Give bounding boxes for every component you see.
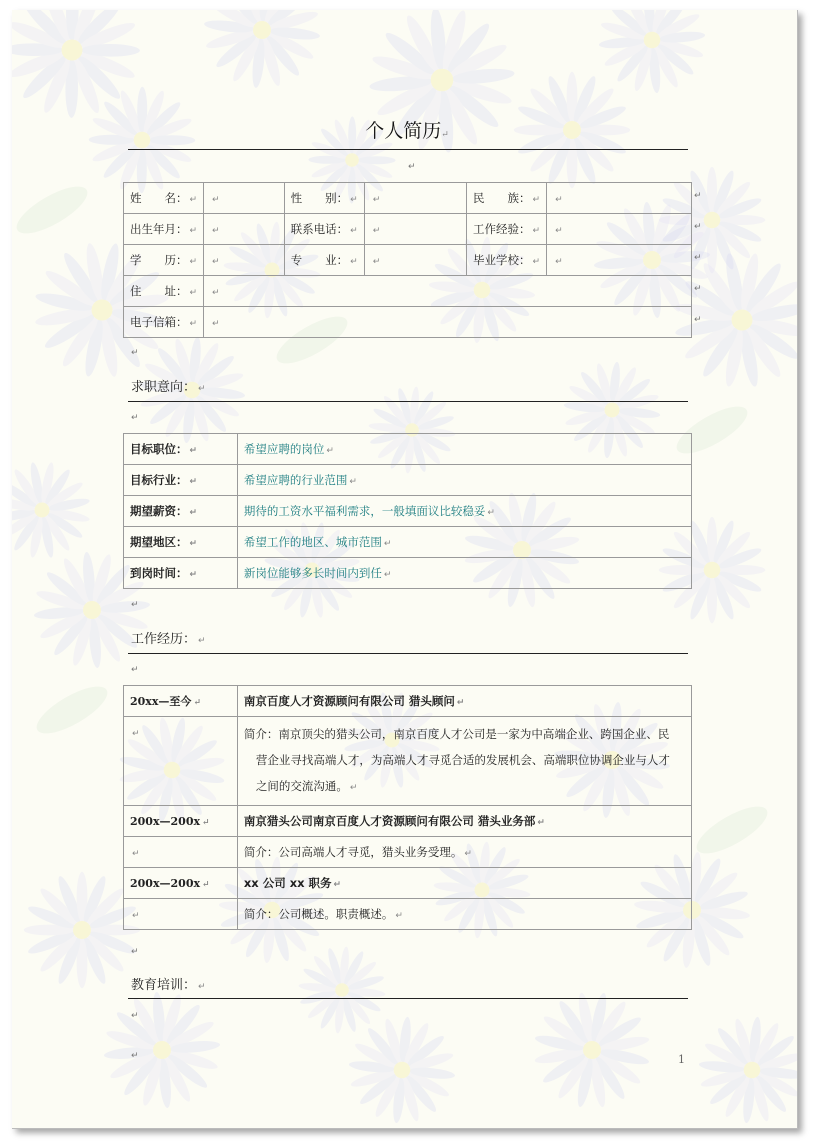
- intent-label-text: 目标职位：: [130, 442, 188, 456]
- cell-text: 姓 名：: [130, 191, 188, 205]
- job-intent-row: [124, 434, 692, 465]
- page-title: 个人简历↵: [365, 120, 449, 142]
- work-desc-empty: [124, 899, 238, 930]
- field-value[interactable]: [547, 214, 692, 245]
- cell-end-mark: ↵: [212, 195, 220, 205]
- cell-end-mark: ↵: [383, 539, 392, 549]
- page-number: 1: [678, 1053, 685, 1066]
- cell-end-mark: ↵: [189, 570, 198, 580]
- cell-end-mark: ↵: [132, 729, 140, 739]
- paragraph-mark: ↵: [131, 1011, 139, 1021]
- work-desc-line: 简介：公司高端人才寻觅，猎头业务受理。 ↵: [243, 845, 472, 859]
- resume-content: [12, 10, 797, 1128]
- cell-end-mark: ↵: [350, 226, 358, 236]
- paragraph-mark: ↵: [131, 413, 139, 423]
- cell-end-mark: ↵: [532, 195, 541, 205]
- cell-text: 出生年月：: [130, 222, 188, 236]
- cell-end-mark: ↵: [464, 849, 472, 859]
- cell-end-mark: ↵: [349, 783, 358, 793]
- field-value[interactable]: [204, 183, 285, 214]
- field-value[interactable]: [204, 276, 692, 307]
- cell-end-mark: ↵: [189, 288, 198, 298]
- work-period: [124, 686, 238, 717]
- work-history-heading: 工作经历： ↵: [131, 632, 206, 647]
- field-value[interactable]: [547, 183, 692, 214]
- work-entry-desc: [124, 899, 692, 930]
- row-end-mark: ↵: [694, 284, 702, 294]
- cell-text: 工作经验：: [473, 222, 531, 236]
- field-value[interactable]: [204, 307, 692, 338]
- job-intent-heading: 求职意向： ↵: [131, 380, 206, 395]
- field-value[interactable]: [204, 245, 285, 276]
- work-entry-header: [124, 806, 692, 837]
- cell-end-mark: ↵: [555, 226, 563, 236]
- basic-info-row: [124, 214, 692, 245]
- work-company-text: xx 公司 xx 职务: [243, 876, 332, 890]
- cell-end-mark: ↵: [189, 477, 198, 487]
- field-label: [284, 245, 364, 276]
- job-intent-row: [124, 496, 692, 527]
- cell-end-mark: ↵: [326, 446, 334, 456]
- intent-value-text: 希望工作的地区、城市范围: [243, 535, 382, 549]
- cell-text: 住 址：: [130, 284, 188, 298]
- cell-end-mark: ↵: [189, 539, 198, 549]
- cell-text: 毕业学校：: [473, 253, 531, 267]
- work-desc-line: 之间的交流沟通。 ↵: [255, 779, 358, 793]
- intent-value-text: 希望应聘的行业范围: [243, 473, 348, 487]
- row-end-mark: ↵: [694, 222, 702, 232]
- cell-end-mark: ↵: [132, 911, 140, 921]
- field-label: [284, 183, 364, 214]
- cell-end-mark: ↵: [555, 257, 563, 267]
- field-value[interactable]: [364, 183, 466, 214]
- intent-value[interactable]: [237, 434, 691, 465]
- cell-end-mark: ↵: [189, 226, 198, 236]
- cell-end-mark: ↵: [333, 880, 342, 890]
- cell-end-mark: ↵: [532, 226, 541, 236]
- paragraph-mark: ↵: [131, 665, 139, 675]
- work-period: [124, 868, 238, 899]
- title-underline: [128, 149, 688, 150]
- cell-end-mark: ↵: [372, 195, 381, 205]
- field-label: [124, 276, 204, 307]
- cell-end-mark: ↵: [456, 698, 465, 708]
- field-label: [467, 183, 547, 214]
- job-intent-row: [124, 465, 692, 496]
- cell-text: 电子信箱：: [130, 315, 188, 329]
- cell-end-mark: ↵: [132, 849, 140, 859]
- field-label: [124, 214, 204, 245]
- cell-end-mark: ↵: [189, 195, 198, 205]
- work-entry-desc: [124, 717, 692, 806]
- cell-text: 专 业：: [290, 253, 349, 267]
- cell-end-mark: ↵: [349, 477, 357, 487]
- intent-label: [124, 496, 238, 527]
- work-company-text: 南京猎头公司南京百度人才资源顾问有限公司 猎头业务部: [243, 814, 536, 828]
- intent-label-text: 期望地区：: [130, 535, 188, 549]
- job-intent-row: [124, 558, 692, 589]
- field-value[interactable]: [364, 245, 466, 276]
- cell-end-mark: ↵: [395, 911, 403, 921]
- work-description: [237, 837, 691, 868]
- work-history-table: [123, 685, 692, 930]
- job-intent-row: [124, 527, 692, 558]
- cell-end-mark: ↵: [189, 446, 198, 456]
- cell-text: 性 别：: [290, 191, 349, 205]
- basic-info-row: [124, 276, 692, 307]
- paragraph-mark: ↵: [131, 348, 139, 358]
- cell-end-mark: ↵: [189, 257, 198, 267]
- cell-text: 联系电话：: [290, 222, 349, 236]
- field-value[interactable]: [547, 245, 692, 276]
- work-desc-line: 营企业寻找高端人才，为高端人才寻觅合适的发展机会、高端职位协调企业与人才: [255, 753, 670, 767]
- basic-info-row: [124, 245, 692, 276]
- work-description: [237, 899, 691, 930]
- document-page: [12, 10, 798, 1129]
- cell-end-mark: ↵: [202, 817, 210, 828]
- paragraph-mark: ↵: [131, 947, 139, 957]
- cell-end-mark: ↵: [487, 508, 495, 518]
- work-company: [237, 686, 691, 717]
- basic-info-row: [124, 307, 692, 338]
- job-intent-table: [123, 433, 692, 589]
- cell-end-mark: ↵: [189, 508, 198, 518]
- work-desc-line: 简介：南京顶尖的猎头公司，南京百度人才公司是一家为中高端企业、跨国企业、民: [243, 727, 670, 741]
- intent-label-text: 到岗时间：: [130, 566, 188, 580]
- field-value[interactable]: [204, 214, 285, 245]
- paragraph-mark: ↵: [131, 600, 139, 610]
- row-end-mark: ↵: [694, 315, 702, 325]
- intent-value[interactable]: [237, 558, 691, 589]
- cell-end-mark: ↵: [555, 195, 563, 205]
- field-value[interactable]: [364, 214, 466, 245]
- cell-end-mark: ↵: [189, 319, 198, 329]
- row-end-mark: ↵: [694, 253, 702, 263]
- work-description: [237, 717, 691, 806]
- intent-label: [124, 465, 238, 496]
- cell-end-mark: ↵: [532, 257, 541, 267]
- work-desc-line: 简介：公司概述。职责概述。 ↵: [243, 907, 403, 921]
- intent-value[interactable]: [237, 465, 691, 496]
- work-company-text: 南京百度人才资源顾问有限公司 猎头顾问: [243, 694, 455, 708]
- work-entry-header: [124, 686, 692, 717]
- job-intent-rule: [128, 401, 688, 402]
- row-end-mark: ↵: [694, 191, 702, 201]
- cell-end-mark: ↵: [193, 698, 201, 708]
- basic-info-row: [124, 183, 692, 214]
- education-heading: 教育培训： ↵: [131, 978, 206, 993]
- cell-end-mark: ↵: [372, 226, 381, 236]
- intent-value[interactable]: [237, 527, 691, 558]
- work-period-text: 200x—200x: [130, 876, 201, 890]
- field-label: [124, 183, 204, 214]
- intent-value-text: 新岗位能够多长时间内到任: [243, 566, 382, 580]
- paragraph-mark: ↵: [408, 162, 416, 172]
- cell-end-mark: ↵: [212, 288, 220, 298]
- cell-end-mark: ↵: [212, 319, 220, 329]
- work-entry-header: [124, 868, 692, 899]
- field-label: [124, 245, 204, 276]
- field-label: [284, 214, 364, 245]
- cell-end-mark: ↵: [202, 879, 210, 890]
- basic-info-table: [123, 182, 692, 338]
- work-history-rule: [128, 653, 688, 654]
- field-label: [467, 245, 547, 276]
- field-label: [467, 214, 547, 245]
- work-company: [237, 868, 691, 899]
- work-period: [124, 806, 238, 837]
- cell-end-mark: ↵: [372, 257, 381, 267]
- intent-value[interactable]: [237, 496, 691, 527]
- cell-text: 民 族：: [473, 191, 531, 205]
- intent-value-text: 希望应聘的岗位: [243, 442, 325, 456]
- intent-label: [124, 434, 238, 465]
- work-period-text: 200x—200x: [130, 814, 201, 828]
- work-desc-empty: [124, 717, 238, 806]
- cell-end-mark: ↵: [383, 570, 392, 580]
- education-rule: [128, 998, 688, 999]
- work-period-text: 20xx—至今: [130, 695, 192, 708]
- intent-label: [124, 527, 238, 558]
- cell-end-mark: ↵: [350, 195, 358, 205]
- work-entry-desc: [124, 837, 692, 868]
- intent-label-text: 期望薪资：: [130, 504, 188, 518]
- intent-label-text: 目标行业：: [130, 473, 188, 487]
- cell-end-mark: ↵: [212, 257, 220, 267]
- field-label: [124, 307, 204, 338]
- paragraph-mark: ↵: [131, 1051, 139, 1061]
- work-company: [237, 806, 691, 837]
- cell-text: 学 历：: [130, 253, 188, 267]
- work-desc-empty: [124, 837, 238, 868]
- intent-label: [124, 558, 238, 589]
- cell-end-mark: ↵: [537, 818, 545, 828]
- cell-end-mark: ↵: [350, 257, 358, 267]
- intent-value-text: 期待的工资水平福利需求，一般填面议比较稳妥: [243, 504, 486, 518]
- cell-end-mark: ↵: [212, 226, 220, 236]
